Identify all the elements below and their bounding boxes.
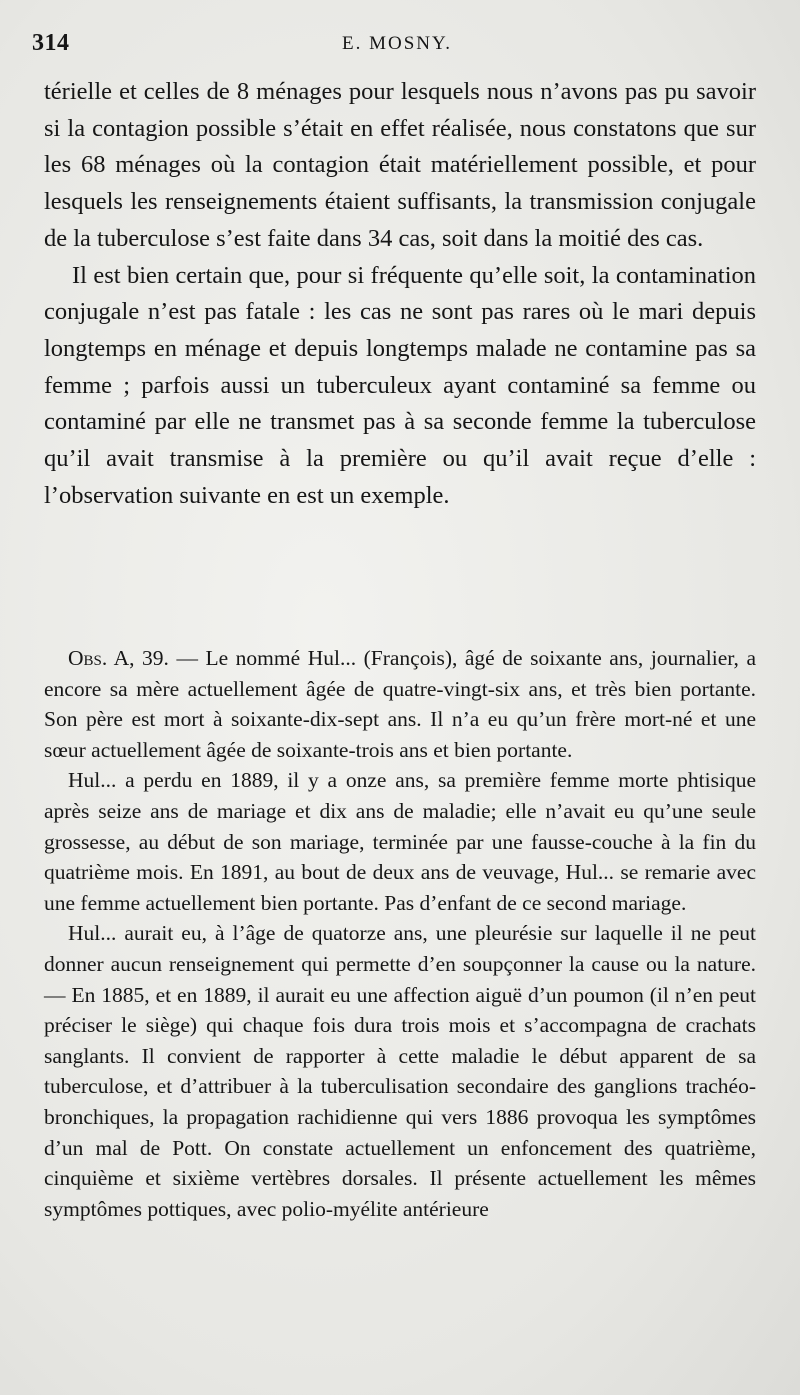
main-text — [44, 74, 756, 514]
paragraph-contamination-not-fatal: Il est bien certain que, pour si fréquente qu’elle soit, la contamination conjugale n’est pas fatale : les cas ne sont pas rares où le mari depuis longtemps en ménage et depuis longtemps malade ne contamine pas sa femme ; parfois aussi un tuberculeux ayant contaminé sa femme ou contaminé par elle ne transmet pas à sa seconde femme la tuberculose qu’il avait transmise à la première ou qu’il avait reçue d’elle : l’observation suivante en est un exemple. — [44, 261, 756, 509]
paragraph-conjugal-transmission: térielle et celles de 8 ménages pour lesquels nous n’avons pas pu savoir si la contagion possible s’était en effet réalisée, nous constatons que sur les 68 ménages où la contagion était matériellement possible, et pour lesquels les renseignements étaient suffisants, la transmission conjugale de la tuberculose s’est faite dans 34 cas, soit dans la moitié des cas. — [44, 78, 756, 252]
running-head: E. MOSNY. — [342, 33, 453, 54]
page-number: 314 — [32, 30, 70, 56]
observation-paragraph-2: Hul... a perdu en 1889, il y a onze ans, sa première femme morte phtisique après seize ans de mariage et dix ans de maladie; elle n’avait eu qu’une seule grossesse, au début de son mariage, terminée par une fausse-couche à la fin du quatrième mois. En 1891, au bout de deux ans de veuvage, Hul... se remarie avec une femme actuellement bien portante. Pas d’enfant de ce second mariage. — [44, 768, 756, 915]
observation-label: Obs. — [68, 646, 108, 670]
observation-paragraph-1 — [44, 643, 756, 765]
observation-intro: A, 39. — Le nommé Hul... (François), âgé de soixante ans, journalier, a encore sa mère actuellement âgée de quatre-vingt-six ans, et très bien portante. Son père est mort à soixante-dix-sept ans. Il n’a eu qu’un frère mort-né et une sœur actuellement âgée de soixante-trois ans et bien portante. — [44, 646, 756, 762]
observation-block — [44, 643, 756, 1224]
observation-paragraph-3: Hul... aurait eu, à l’âge de quatorze ans, une pleurésie sur laquelle il ne peut donner aucun renseignement qui permette d’en soupçonner la cause ou la nature. — En 1885, et en 1889, il aurait eu une affection aiguë d’un poumon (il n’en peut préciser le siège) qui chaque fois dura trois mois et s’accompagna de crachats sanglants. Il convient de rapporter à cette maladie le début apparent de sa tuberculose, et d’attribuer à la tuberculisation secondaire des ganglions trachéo-bronchiques, la propagation rachidienne qui vers 1886 provoqua les symptômes d’un mal de Pott. On constate actuellement un enfoncement des quatrième, cinquième et sixième vertèbres dorsales. Il présente actuellement les mêmes symptômes pottiques, avec polio-myélite antérieure — [44, 921, 756, 1221]
page-header — [32, 30, 760, 62]
